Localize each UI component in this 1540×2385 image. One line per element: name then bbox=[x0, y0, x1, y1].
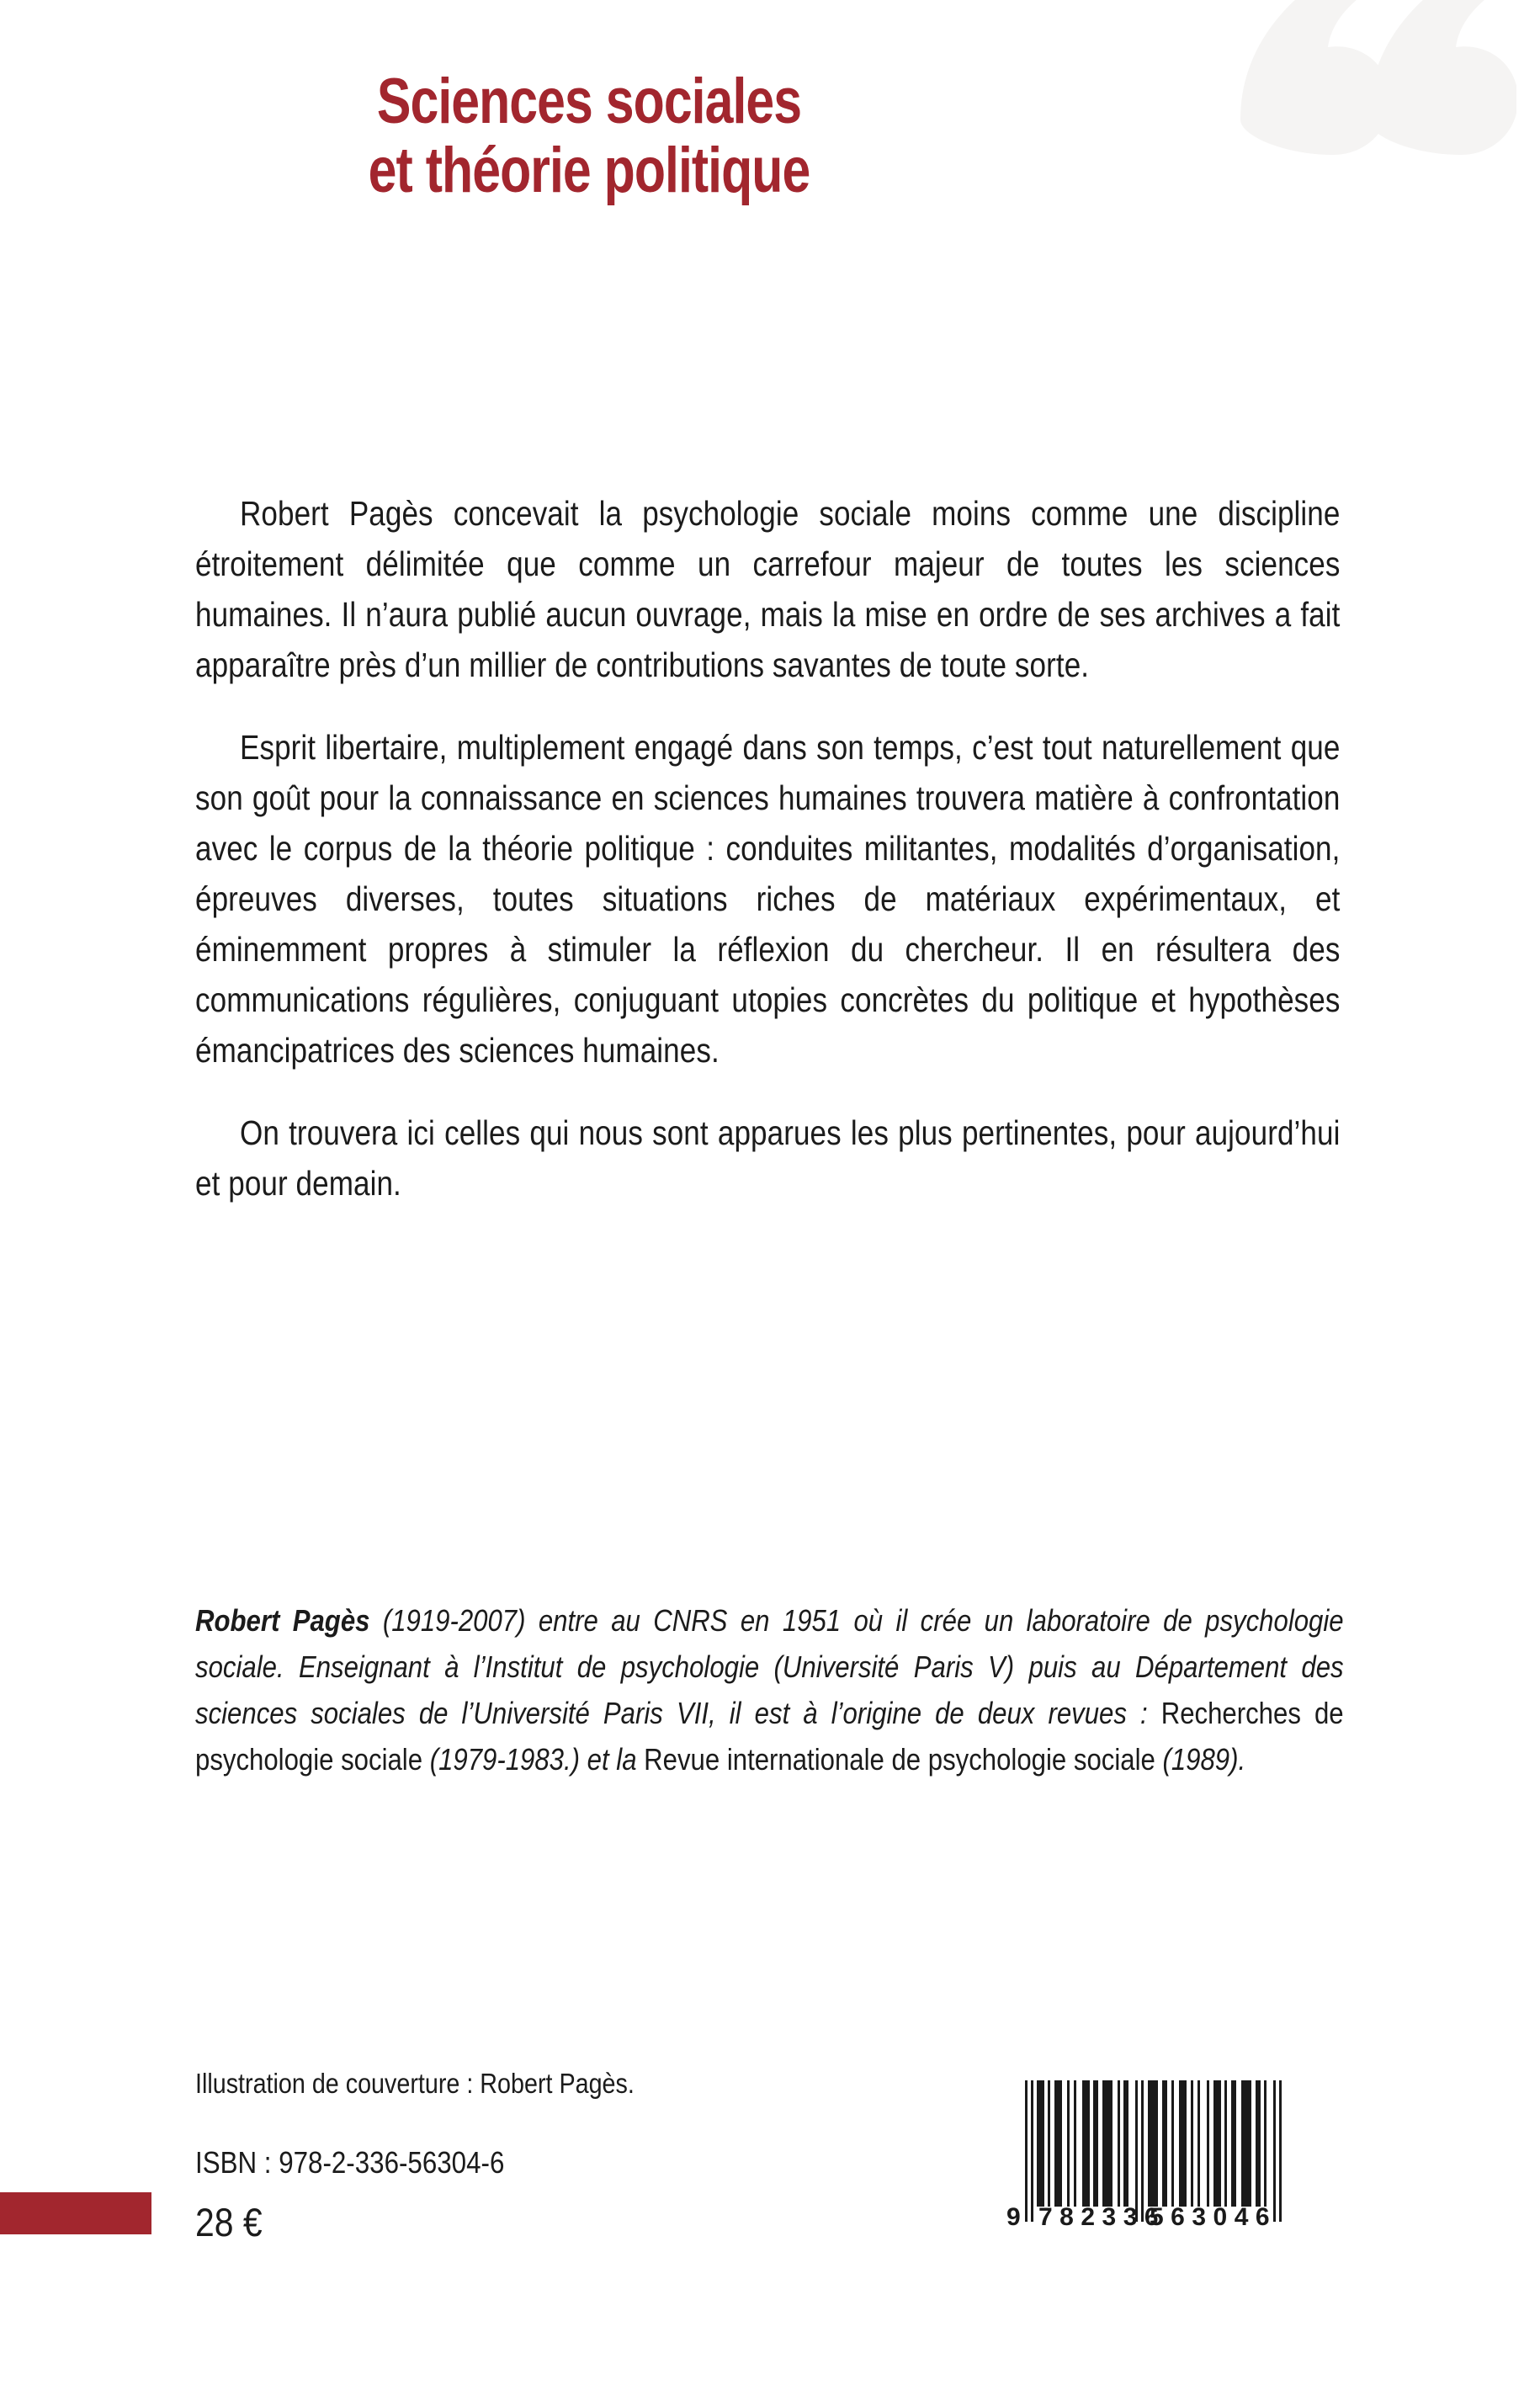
blurb-text bbox=[195, 488, 1340, 1208]
author-biography-text bbox=[195, 1597, 1344, 1782]
title-line-2: et théorie politique bbox=[368, 135, 810, 207]
author-name: Robert Pagès bbox=[195, 1603, 370, 1638]
isbn-text: ISBN : 978-2-336-56304-6 bbox=[195, 2145, 505, 2180]
barcode-bars bbox=[1025, 2080, 1282, 2222]
blurb-paragraph: On trouvera ici celles qui nous sont apparues les plus pertinentes, pour aujourd’hui et pour demain. bbox=[195, 1113, 1341, 1203]
bio-segment-3: (1989). bbox=[1155, 1742, 1246, 1777]
journal-title-1: Recherches de psychologie sociale bbox=[195, 1696, 1344, 1777]
barcode-digits bbox=[1006, 2203, 1277, 2231]
barcode-digit-lead: 9 bbox=[1006, 2203, 1021, 2231]
bio-segment-2: (1979-1983.) et la bbox=[422, 1742, 645, 1777]
cover-illustration-credit: Illustration de couverture : Robert Pagès. bbox=[195, 2068, 635, 2099]
ean13-barcode bbox=[1006, 2080, 1289, 2237]
blurb-paragraph: Esprit libertaire, multiplement engagé dans son temps, c’est tout naturellement que son goût pour la connaissance en sciences humaines trouvera matière à confrontation avec le corpus de la théorie politique : conduites militantes, modalités d’organisation, épreuves diverses, toutes situations riches de matériaux expérimentaux, et éminemment propres à stimuler la réflexion du chercheur. Il en résultera des communications régulières, conjuguant utopies concrètes du politique et hypothèses émancipatrices des sciences humaines. bbox=[195, 728, 1341, 1070]
bio-segment-1: (1919-2007) entre au CNRS en 1951 où il crée un laboratoire de psychologie sociale. Enseignant à l’Institut de psychologie (Université Paris V) puis au Département des sciences sociales de l’Université Paris VII, il est à l’origine de deux revues : bbox=[195, 1603, 1344, 1730]
barcode-digits-left-group: 782336 bbox=[1038, 2203, 1166, 2231]
title-line-1: Sciences sociales bbox=[376, 66, 802, 137]
quote-mark-decoration-icon bbox=[1239, 0, 1516, 162]
blurb-paragraph: Robert Pagès concevait la psychologie sociale moins comme une discipline étroitement délimitée que comme un carrefour majeur de toutes les sciences humaines. Il n’aura publié aucun ouvrage, mais la mise en ordre de ses archives a fait apparaître près d’un millier de contributions savantes de toute sorte. bbox=[195, 494, 1341, 684]
price-text: 28 € bbox=[195, 2200, 263, 2244]
barcode-digits-right-group: 563046 bbox=[1150, 2203, 1277, 2231]
red-accent-bar bbox=[0, 2192, 151, 2234]
journal-title-2: Revue internationale de psychologie sociale bbox=[644, 1742, 1155, 1777]
author-biography bbox=[195, 1597, 1344, 1782]
page-title bbox=[0, 67, 1178, 205]
